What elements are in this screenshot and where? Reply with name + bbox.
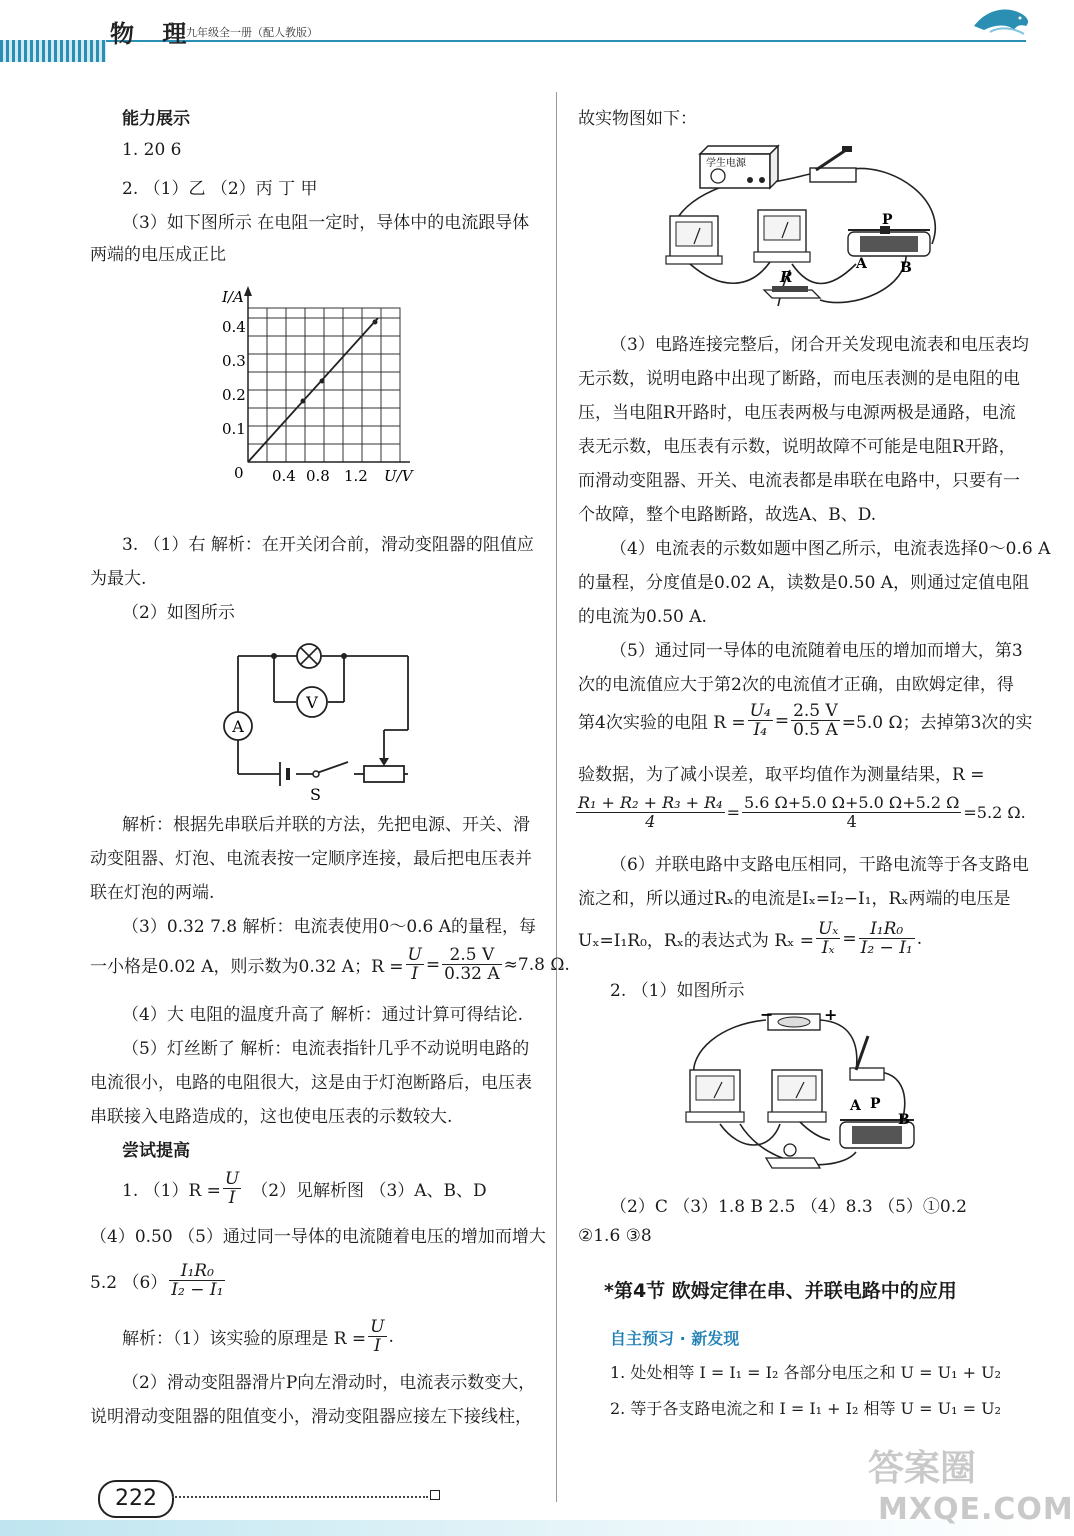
answer-line-formula: 5.2 （6） I₁R₀ I₂ − I₁ xyxy=(90,1261,224,1300)
answer-line: （3）0.32 7.8 解析：电流表使用0～0.6 A的量程，每 xyxy=(122,917,537,937)
footer-dotted-rule xyxy=(172,1496,428,1498)
switch-label: S xyxy=(310,785,321,804)
current-voltage-graph xyxy=(210,282,420,488)
dolphin-logo-icon xyxy=(970,0,1034,44)
answer-line: 故实物图如下： xyxy=(578,109,697,129)
answer-line: （5）通过同一导体的电流随着电压的增加而增大，第3 xyxy=(610,641,1023,661)
answer-line: 串联接入电路造成的，这也使电压表的示数较大. xyxy=(90,1107,453,1127)
column-divider xyxy=(556,92,557,1502)
power-supply-icon xyxy=(700,146,778,188)
answer-line: 2. （1）乙 （2）丙 丁 甲 xyxy=(122,179,318,199)
watermark-url: MXQE.COM xyxy=(878,1492,1074,1527)
answer-line: 而滑动变阻器、开关、电流表都是串联在电路中，只要有一 xyxy=(578,471,1020,491)
answer-line: （4）0.50 （5）通过同一导体的电流随着电压的增加而增大 xyxy=(90,1227,546,1247)
answer-line: 的量程，分度值是0.02 A，读数是0.50 A，则通过定值电阻 xyxy=(578,573,1030,593)
svg-text:学生电源: 学生电源 xyxy=(706,158,746,169)
answer-line: （2）如图所示 xyxy=(122,603,235,623)
fraction: $\frac{2.5 V}{0.5 A}$ xyxy=(793,701,838,740)
physical-circuit-figure-2 xyxy=(680,1005,930,1180)
answer-line: 解析：根据先串联后并联的方法，先把电源、开关、滑 xyxy=(122,815,530,835)
answer-line-formula: 一小格是0.02 A，则示数为0.32 A；R = $\frac{U}{I}$ = $\frac{2.5 V}{0.32 A}$ ≈7.8 Ω. xyxy=(90,945,570,984)
section-title: *第4节 欧姆定律在串、并联电路中的应用 xyxy=(604,1280,957,1302)
rheostat-icon xyxy=(848,212,930,276)
rheostat-icon xyxy=(840,1096,914,1148)
watermark-logo: 答案圈 xyxy=(868,1448,977,1489)
origin-label: 0 xyxy=(234,464,244,482)
answer-line-formula: 第4次实验的电阻 R = $\frac{\text{U₄}}{\text{I₄}}$ = $\frac{2.5 V}{0.5 A}$ =5.0 Ω；去掉第3次的实 xyxy=(578,701,1033,740)
svg-text:A: A xyxy=(232,717,244,736)
answer-line: 3. （1）右 解析：在开关闭合前，滑动变阻器的阻值应 xyxy=(122,535,534,555)
fraction: $\frac{\text{Uₓ}}{\text{Iₓ}}$ xyxy=(817,919,839,958)
svg-text:+: + xyxy=(824,1005,838,1024)
answer-line: 的电流为0.50 A. xyxy=(578,607,707,627)
answer-line: 个故障，整个电路断路，故选A、B、D. xyxy=(578,505,877,525)
answer-line: （6）并联电路中支路电压相同，干路电流等于各支路电 xyxy=(610,855,1029,875)
header-stripe-decoration xyxy=(0,40,106,62)
page-number: 222 xyxy=(98,1480,174,1518)
voltmeter-icon xyxy=(297,687,327,717)
header-subject: 物 理 xyxy=(110,19,197,48)
svg-text:B: B xyxy=(900,260,912,276)
answer-line: 验数据，为了减小误差，取平均值作为测量结果，R = xyxy=(578,765,985,785)
fraction: $\frac{\text{R₁ + R₂ + R₃ + R₄}}{4}$ xyxy=(578,793,723,831)
fraction: $\frac{U}{I}$ xyxy=(407,945,422,984)
knife-switch-icon xyxy=(810,146,856,182)
svg-text:A: A xyxy=(850,1098,861,1114)
answer-line: （5）灯丝断了 解析：电流表指针几乎不动说明电路的 xyxy=(122,1039,530,1059)
answer-line: （4）电流表的示数如题中图乙所示，电流表选择0～0.6 A xyxy=(610,539,1051,559)
y-tick-label: 0.4 xyxy=(222,318,246,336)
fraction: $\frac{U}{I}$ xyxy=(370,1317,385,1356)
svg-text:P: P xyxy=(870,1096,881,1112)
physical-circuit-figure-1 xyxy=(660,140,950,310)
answer-line: 流之和，所以通过Rₓ的电流是Iₓ=I₂−I₁，Rₓ两端的电压是 xyxy=(578,889,1011,909)
answer-line: 2. （1）如图所示 xyxy=(610,981,745,1001)
data-point xyxy=(320,379,325,384)
header-edition: 九年级全一册（配人教版） xyxy=(186,26,318,39)
knife-switch-icon xyxy=(850,1036,884,1080)
answer-line: （4）大 电阻的温度升高了 解析：通过计算可得结论. xyxy=(122,1005,524,1025)
voltmeter-icon xyxy=(768,1070,826,1122)
y-tick-label: 0.1 xyxy=(222,420,246,438)
y-tick-label: 0.3 xyxy=(222,352,246,370)
answer-line-formula: 解析：（1）该实验的原理是 R = $\frac{U}{I}$ . xyxy=(122,1317,394,1356)
answer-line: 1. 20 6 xyxy=(122,140,182,160)
answer-line-formula: Uₓ=I₁R₀，Rₓ的表达式为 Rₓ = $\frac{\text{Uₓ}}{\text{Iₓ}}$ = $\frac{\text{I₁R₀}}{\text{I₂ − I₁}}$ . xyxy=(578,919,923,958)
answer-line: 联在灯泡的两端. xyxy=(90,883,215,903)
answer-line: 动变阻器、灯泡、电流表按一定顺序连接，最后把电压表并 xyxy=(90,849,532,869)
battery-icon xyxy=(760,1005,837,1030)
answer-line: 为最大. xyxy=(90,569,147,589)
answer-line: 2. 等于各支路电流之和 I = I₁ + I₂ 相等 U = U₁ = U₂ xyxy=(610,1399,1001,1418)
answer-line: （3）如下图所示 在电阻一定时，导体中的电流跟导体 xyxy=(122,213,530,233)
fixed-resistor-icon xyxy=(764,268,820,298)
fraction: $\frac{2.5 V}{0.32 A}$ xyxy=(444,945,500,984)
data-point xyxy=(301,399,306,404)
x-tick-label: 0.8 xyxy=(306,467,330,485)
answer-line: 压，当电阻R开路时，电压表两极与电源两极是通路，电流 xyxy=(578,403,1016,423)
y-axis-label: I/A xyxy=(222,288,244,306)
header-rule xyxy=(106,40,1026,42)
lamp-icon xyxy=(766,1144,820,1168)
answer-line: 说明滑动变阻器的阻值变小，滑动变阻器应接左下接线柱， xyxy=(90,1407,532,1427)
ammeter-icon xyxy=(686,1070,744,1122)
footer-square-icon xyxy=(430,1490,440,1500)
answer-line: （2）滑动变阻器滑片P向左滑动时，电流表示数变大， xyxy=(122,1373,536,1393)
svg-text:−: − xyxy=(760,1005,774,1024)
answer-line: （2）C （3）1.8 B 2.5 （4）8.3 （5）①0.2 xyxy=(610,1197,967,1217)
fraction: $\frac{\text{I₁R₀}}{\text{I₂ − I₁}}$ xyxy=(860,919,913,958)
circuit-diagram xyxy=(218,640,418,804)
fraction: $\frac{\text{U₄}}{\text{I₄}}$ xyxy=(749,701,771,740)
lamp-icon xyxy=(297,644,321,668)
answer-line: 表无示数，电压表有示数，说明故障不可能是电阻R开路， xyxy=(578,437,1016,457)
answer-line: 1. 处处相等 I = I₁ = I₂ 各部分电压之和 U = U₁ + U₂ xyxy=(610,1363,1001,1382)
fraction: $\frac{U}{I}$ xyxy=(224,1169,240,1208)
x-tick-label: 1.2 xyxy=(344,467,368,485)
svg-text:R: R xyxy=(780,268,793,286)
ammeter-icon xyxy=(666,216,722,264)
voltmeter-icon xyxy=(754,210,810,262)
answer-line: 电流很小，电路的电阻很大，这是由于灯泡断路后，电压表 xyxy=(90,1073,532,1093)
svg-text:V: V xyxy=(306,693,318,712)
x-tick-label: 0.4 xyxy=(272,467,296,485)
y-tick-label: 0.2 xyxy=(222,386,246,404)
fraction: I₁R₀ I₂ − I₁ xyxy=(171,1261,224,1300)
section-heading-improve: 尝试提高 xyxy=(122,1141,190,1161)
subsection-label: 自主预习 · 新发现 xyxy=(610,1329,740,1348)
answer-line: ②1.6 ③8 xyxy=(578,1226,652,1246)
answer-line: 次的电流值应大于第2次的电流值才正确，由欧姆定律，得 xyxy=(578,675,1014,695)
answer-line-formula: 1. （1）R = $\frac{U}{I}$ （2）见解析图 （3）A、B、D xyxy=(122,1169,487,1208)
answer-line-formula: $\frac{\text{R₁ + R₂ + R₃ + R₄}}{4}$ = $\frac{5.6 \Omega+5.0 \Omega+5.0 \Omega+5.2 \Omega}{4}$ =5.2 Ω. xyxy=(578,793,1026,831)
svg-text:A: A xyxy=(856,256,867,272)
section-heading-ability: 能力展示 xyxy=(122,109,190,129)
ammeter-icon xyxy=(224,712,252,740)
fraction: $\frac{5.6 \Omega+5.0 \Omega+5.0 \Omega+5.2 \Omega}{4}$ xyxy=(743,793,960,831)
svg-text:P: P xyxy=(882,212,893,228)
answer-line: 两端的电压成正比 xyxy=(90,245,226,265)
answer-line: 无示数，说明电路中出现了断路，而电压表测的是电阻的电 xyxy=(578,369,1020,389)
data-point xyxy=(373,320,378,325)
x-axis-label: U/V xyxy=(384,467,413,485)
svg-text:B: B xyxy=(898,1112,910,1128)
answer-line: （3）电路连接完整后，闭合开关发现电流表和电压表均 xyxy=(610,335,1029,355)
